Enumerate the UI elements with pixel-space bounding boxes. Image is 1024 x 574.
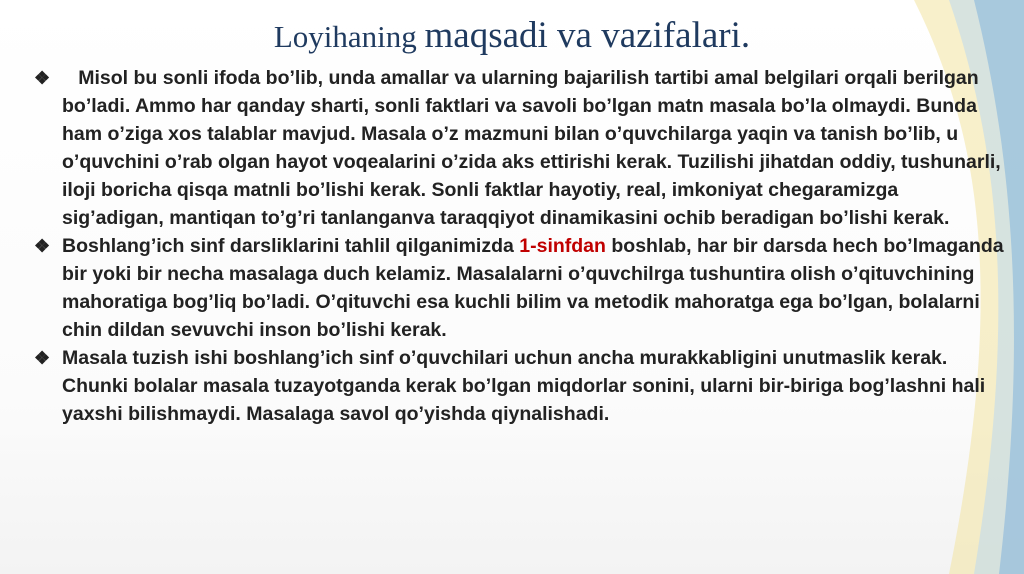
four-diamond-bullet-icon: ❖ [34, 68, 51, 88]
bullet-paragraph-2 [34, 232, 1004, 344]
paragraph-1-text: Misol bu sonli ifoda bo’lib, unda amallar va ularning bajarilish tartibi amal belgilari orqali berilgan bo’ladi. Ammo har qanday sharti, sonli faktlari va savoli bo’lgan matn masala bo’la olmaydi. Bunda ham o’ziga xos talablar mavjud. Masala o’z mazmuni bilan o’quvchilarga yaqin va tanish bo’lib, u o’quvchini o’rab olgan hayot voqealarini o’zida aks ettirishi kerak. Tuzilishi jihatdan oddiy, tushunarli, iloji boricha qisqa matnli bo’lishi kerak. Sonli faktlar hayotiy, real, imkoniyat chegaramizga sig’adigan, mantiqan to’g’ri tanlanganva taraqqiyot dinamikasini ochib beradigan bo’lishi kerak. [62, 67, 1007, 229]
title-part-2: maqsadi va vazifalari. [424, 15, 751, 56]
four-diamond-bullet-icon: ❖ [34, 348, 51, 368]
slide-title [0, 14, 1024, 57]
paragraph-2-highlight: 1-sinfdan [519, 235, 606, 257]
bullet-paragraph-3 [34, 344, 1004, 428]
paragraph-2-text-after: boshlab, har bir darsda hech bo’lmaganda bir yoki bir necha masalaga duch kelamiz. Masalalarni o’quvchilrga tushuntira olish o’qituvchining mahoratiga bog’liq bo’ladi. O’qituvchi esa kuchli bilim va metodik mahoratga ega bo’lgan, bolalarni chin dildan sevuvchi inson bo’lishi kerak. [62, 235, 1004, 341]
paragraph-2-text [62, 232, 1004, 344]
title-part-1: Loyihaning [273, 19, 425, 54]
bullet-list [34, 64, 1007, 428]
four-diamond-bullet-icon: ❖ [34, 236, 51, 256]
paragraph-2-text-before: Boshlang’ich sinf darsliklarini tahlil qilganimizda [62, 235, 520, 257]
paragraph-3-text: Masala tuzish ishi boshlang’ich sinf o’quvchilari uchun ancha murakkabligini unutmaslik kerak. Chunki bolalar masala tuzayotganda kerak bo’lgan miqdorlar sonini, ularni bir-biriga bog’lashni hali yaxshi bilishmaydi. Masalaga savol qo’yishda qiynalishadi. [62, 347, 986, 425]
bullet-paragraph-1 [34, 64, 1007, 232]
